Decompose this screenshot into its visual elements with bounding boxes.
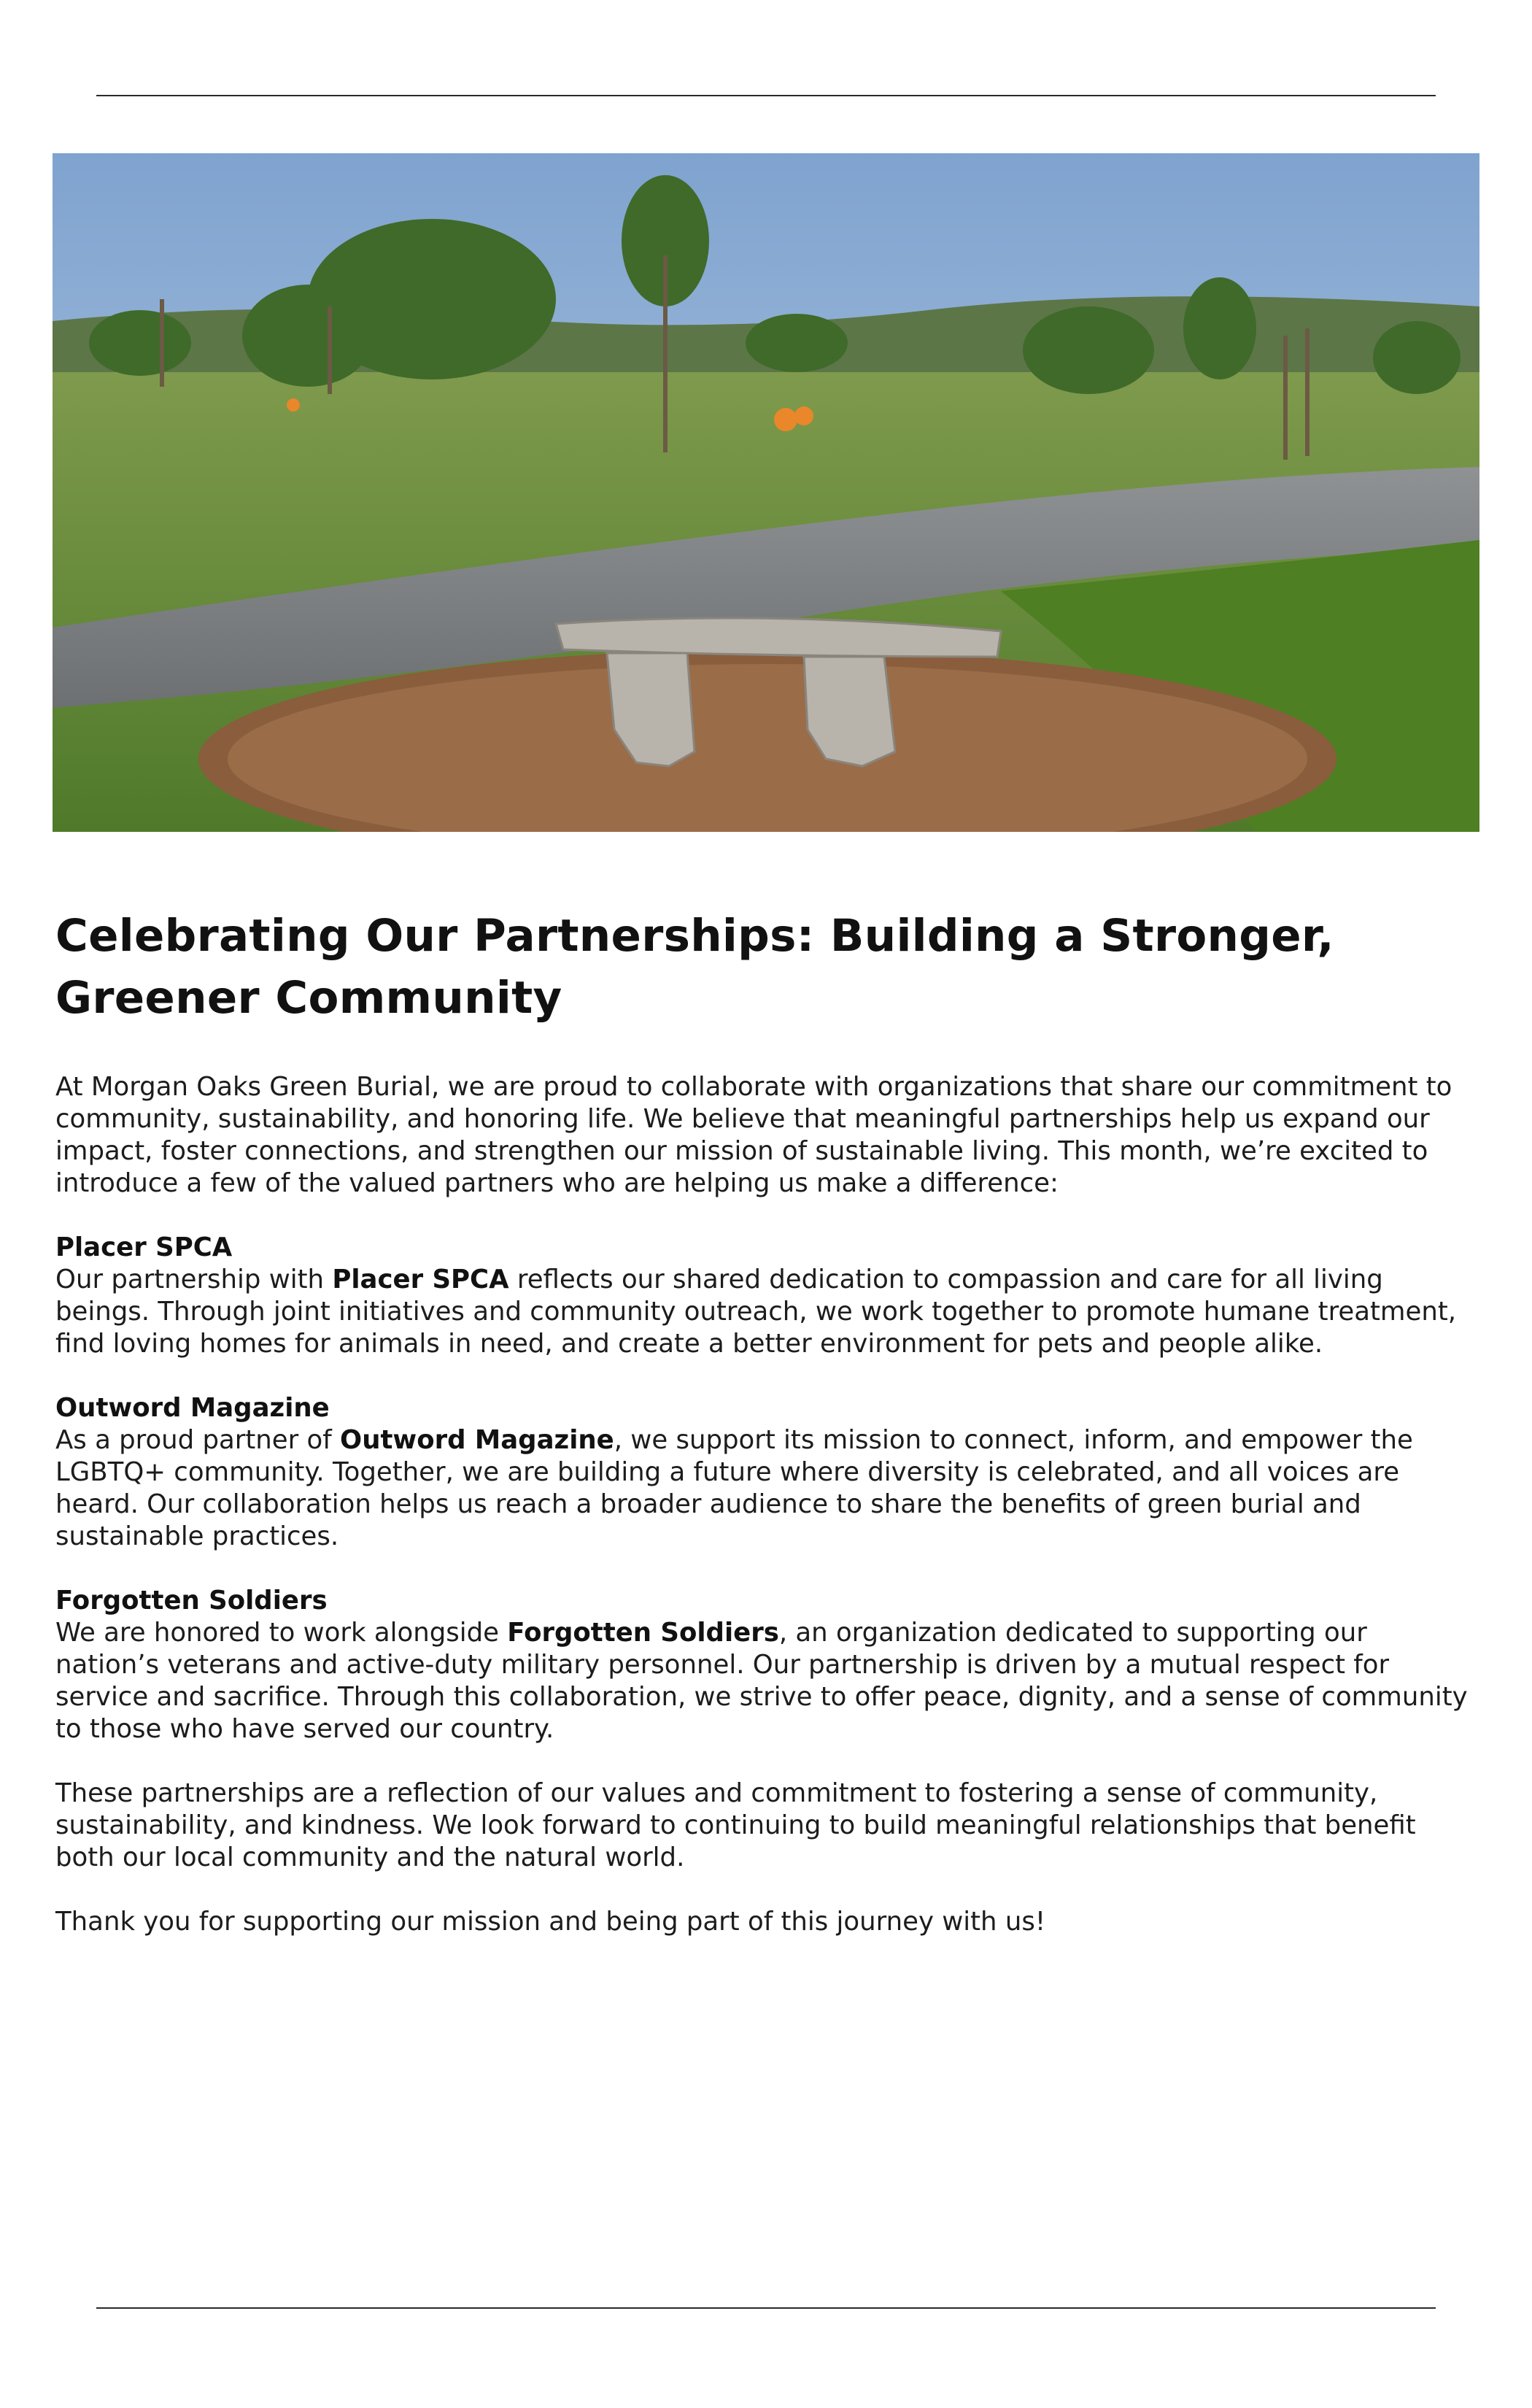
article-body: [55, 905, 1478, 1970]
partner-text-after: reflects our shared dedication to compassion and care for all living beings. Through joint initiatives and community outreach, we work together to promote humane treatment, find loving homes for animals in need, and create a better environment for pets and people alike.: [55, 1265, 1457, 1359]
park-bench-photo-icon: [53, 153, 1479, 832]
partner-name: Outword Magazine: [340, 1425, 614, 1455]
thanks-paragraph: Thank you for supporting our mission and being part of this journey with us!: [55, 1907, 1046, 1937]
partner-text-before: We are honored to work alongside: [55, 1618, 508, 1648]
partner-heading: Forgotten Soldiers: [55, 1586, 328, 1616]
title-line-2: Greener Community: [55, 972, 562, 1024]
title-line-1: Celebrating Our Partnerships: Building a Stronger,: [55, 910, 1334, 962]
partner-section-placer-spca: [55, 1232, 1478, 1360]
partner-text-after: , an organization dedicated to supporting our nation’s veterans and active-duty military personnel. Our partnership is driven by a mutual respect for service and sacrifice. Through this collaboration, we strive to offer peace, dignity, and a sense of community to those who have served our country.: [55, 1618, 1468, 1744]
partner-text-after: , we support its mission to connect, inform, and empower the LGBTQ+ community. Together, we are building a future where diversity is celebrated, and all voices are heard. Our collaboration helps us reach a broader audience to share the benefits of green burial and sustainable practices.: [55, 1425, 1413, 1551]
article-title: [55, 905, 1478, 1029]
partner-name: Placer SPCA: [332, 1265, 509, 1294]
partner-section-forgotten-soldiers: [55, 1585, 1478, 1745]
partner-name: Forgotten Soldiers: [507, 1618, 779, 1648]
closing-paragraph: These partnerships are a reflection of our values and commitment to fostering a sense of community, sustainability, and kindness. We look forward to continuing to build meaningful relationships that benefit both our local community and the natural world.: [55, 1778, 1416, 1872]
partner-heading: Outword Magazine: [55, 1393, 330, 1423]
top-divider: [96, 95, 1436, 96]
intro-paragraph: At Morgan Oaks Green Burial, we are proud to collaborate with organizations that share our commitment to community, sustainability, and honoring life. We believe that meaningful partnerships help us expand our impact, foster connections, and strengthen our mission of sustainable living. This month, we’re excited to introduce a few of the valued partners who are helping us make a difference:: [55, 1072, 1452, 1198]
bottom-divider: [96, 2307, 1436, 2309]
partner-section-outword-magazine: [55, 1392, 1478, 1553]
partner-text-before: As a proud partner of: [55, 1425, 341, 1455]
partner-text-before: Our partnership with: [55, 1265, 333, 1294]
hero-photo: [53, 153, 1479, 832]
partner-heading: Placer SPCA: [55, 1232, 233, 1262]
